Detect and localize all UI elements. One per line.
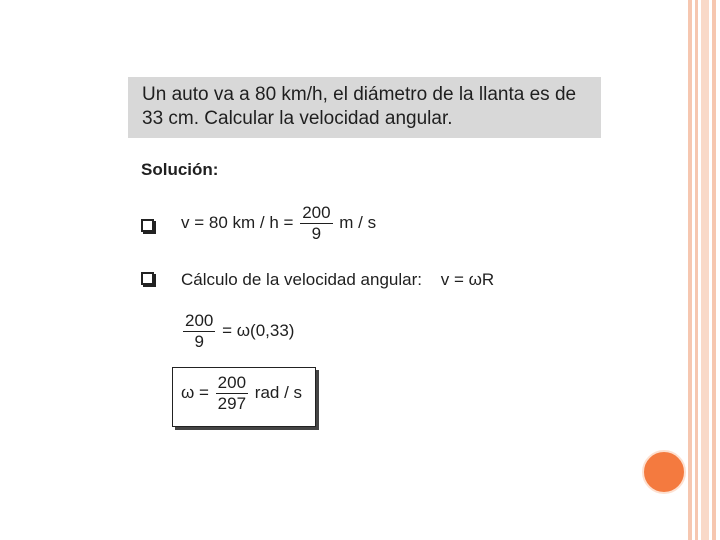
result-lhs: ω = xyxy=(181,382,209,402)
result-box xyxy=(172,367,316,427)
fraction-numerator: 200 xyxy=(302,203,331,222)
step-formula: v = ωR xyxy=(440,270,495,289)
result-unit: rad / s xyxy=(254,382,303,402)
checkbox-bullet-icon xyxy=(141,272,154,285)
decorative-stripe xyxy=(695,0,698,540)
fraction xyxy=(216,373,248,414)
fraction xyxy=(300,203,332,244)
solution-heading: Solución: xyxy=(141,160,219,179)
fraction-denominator: 9 xyxy=(194,332,204,351)
equation-rhs: = ω(0,33) xyxy=(222,320,295,340)
angular-velocity-step xyxy=(181,270,494,290)
fraction-numerator: 200 xyxy=(217,373,247,392)
problem-line-2: 33 cm. Calcular la velocidad angular. xyxy=(142,108,453,129)
problem-text xyxy=(142,83,602,131)
equation-lhs: v = 80 km / h = xyxy=(181,212,294,232)
orange-circle-decoration xyxy=(642,450,686,494)
decorative-stripe xyxy=(688,0,692,540)
substitution-equation xyxy=(181,311,294,352)
problem-statement-box xyxy=(128,77,601,138)
equation-unit: m / s xyxy=(339,212,377,232)
decorative-stripe xyxy=(712,0,716,540)
fraction-denominator: 9 xyxy=(311,224,322,243)
fraction-denominator: 297 xyxy=(217,394,247,413)
step-text: Cálculo de la velocidad angular: xyxy=(181,270,422,289)
fraction-numerator: 200 xyxy=(185,311,214,330)
decorative-stripe xyxy=(701,0,709,540)
velocity-conversion-equation xyxy=(181,203,376,244)
checkbox-bullet-icon xyxy=(141,219,154,232)
fraction xyxy=(183,311,215,352)
result-equation xyxy=(181,373,302,414)
problem-line-1: Un auto va a 80 km/h, el diámetro de la llanta es de xyxy=(142,84,577,105)
